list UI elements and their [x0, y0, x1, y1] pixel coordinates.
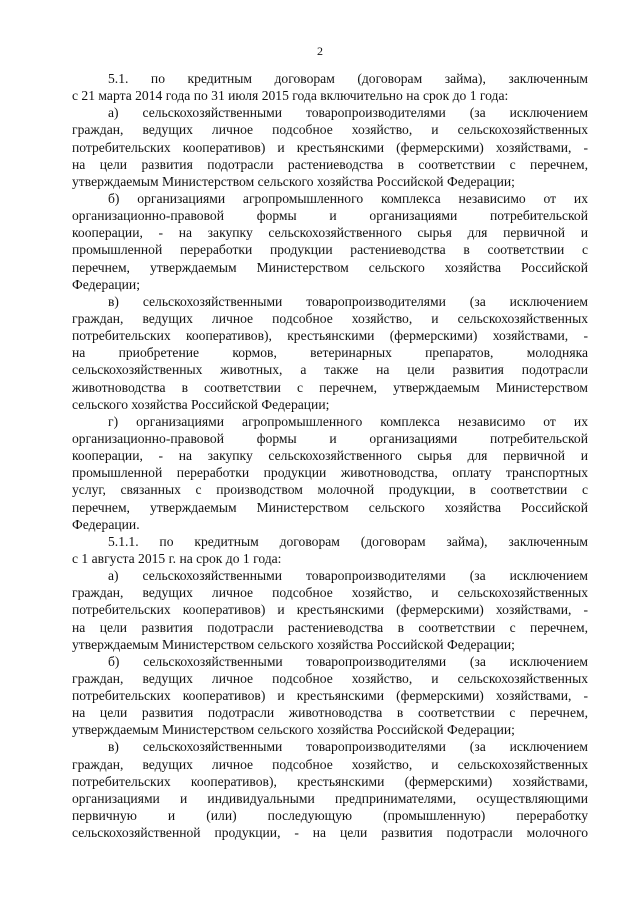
text-line: граждан, ведущих личное подсобное хозяйство, и сельскохозяйственных	[72, 310, 588, 326]
paragraph	[72, 413, 588, 533]
text-line: утверждаемым Министерством сельского хозяйства Российской Федерации;	[72, 173, 515, 189]
text-line: потребительских кооперативов) и крестьянскими (фермерскими) хозяйствами, -	[72, 139, 588, 155]
paragraph	[72, 70, 588, 104]
text-line: в) сельскохозяйственными товаропроизводителями (за исключением	[108, 293, 588, 309]
text-line: с 21 марта 2014 года по 31 июля 2015 года включительно на срок до 1 года:	[72, 88, 509, 104]
text-line: а) сельскохозяйственными товаропроизводителями (за исключением	[108, 568, 588, 584]
text-line: 5.1.1. по кредитным договорам (договорам займа), заключенным	[108, 533, 588, 549]
text-line: организационно-правовой формы и организациями потребительской	[72, 430, 588, 446]
text-line: потребительских кооперативов), крестьянскими (фермерскими) хозяйствами,	[72, 773, 588, 789]
text-line: кооперации, - на закупку сельскохозяйственного сырья для первичной и	[72, 225, 588, 241]
paragraph	[72, 293, 588, 413]
text-line: граждан, ведущих личное подсобное хозяйство, и сельскохозяйственных	[72, 585, 588, 601]
page-number: 2	[317, 44, 323, 58]
paragraph	[72, 533, 588, 567]
text-line: утверждаемым Министерством сельского хозяйства Российской Федерации;	[72, 636, 515, 652]
text-line: услуг, связанных с производством молочной продукции, в соответствии с	[72, 482, 588, 498]
paragraph	[72, 738, 588, 841]
text-line: Федерации.	[72, 516, 140, 532]
text-line: на приобретение кормов, ветеринарных препаратов, молодняка	[72, 345, 588, 361]
text-line: а) сельскохозяйственными товаропроизводителями (за исключением	[108, 105, 588, 121]
text-line: первичную и (или) последующую (промышленную) переработку	[72, 808, 588, 824]
text-line: перечнем, утверждаемым Министерством сельского хозяйства Российской	[72, 259, 588, 275]
text-line: граждан, ведущих личное подсобное хозяйство, и сельскохозяйственных	[72, 756, 588, 772]
text-line: кооперации, - на закупку сельскохозяйственного сырья для первичной и	[72, 448, 588, 464]
text-line: утверждаемым Министерством сельского хозяйства Российской Федерации;	[72, 722, 515, 738]
text-line: потребительских кооперативов) и крестьянскими (фермерскими) хозяйствами, -	[72, 688, 588, 704]
text-line: промышленной переработки продукции животноводства, оплату транспортных	[72, 465, 588, 481]
text-line: г) организациями агропромышленного комплекса независимо от их	[108, 413, 588, 429]
text-line: перечнем, утверждаемым Министерством сельского хозяйства Российской	[72, 499, 588, 515]
text-line: сельскохозяйственных животных, а также на цели развития подотрасли	[72, 362, 588, 378]
text-line: промышленной переработки продукции растениеводства в соответствии с	[72, 242, 588, 258]
text-line: б) организациями агропромышленного комплекса независимо от их	[108, 190, 588, 206]
text-line: организациями и индивидуальными предпринимателями, осуществляющими	[72, 790, 588, 806]
text-line: животноводства в соответствии с перечнем, утверждаемым Министерством	[72, 379, 588, 395]
text-line: сельского хозяйства Российской Федерации;	[72, 396, 330, 412]
text-line: Федерации;	[72, 276, 140, 292]
paragraph	[72, 567, 588, 653]
text-line: на цели развития подотрасли растениеводства в соответствии с перечнем,	[72, 156, 588, 172]
document-body	[72, 70, 588, 841]
text-line: на цели развития подотрасли животноводства в соответствии с перечнем,	[72, 705, 588, 721]
text-line: граждан, ведущих личное подсобное хозяйство, и сельскохозяйственных	[72, 122, 588, 138]
text-line: организационно-правовой формы и организациями потребительской	[72, 208, 588, 224]
text-line: сельскохозяйственной продукции, - на цели развития подотрасли молочного	[72, 825, 588, 841]
text-line: б) сельскохозяйственными товаропроизводителями (за исключением	[108, 653, 588, 669]
text-line: потребительских кооперативов), крестьянскими (фермерскими) хозяйствами, -	[72, 328, 588, 344]
text-line: потребительских кооперативов) и крестьянскими (фермерскими) хозяйствами, -	[72, 602, 588, 618]
text-line: граждан, ведущих личное подсобное хозяйство, и сельскохозяйственных	[72, 670, 588, 686]
paragraph	[72, 190, 588, 293]
paragraph	[72, 104, 588, 190]
text-line: в) сельскохозяйственными товаропроизводителями (за исключением	[108, 739, 588, 755]
text-line: 5.1. по кредитным договорам (договорам займа), заключенным	[108, 71, 588, 86]
paragraph	[72, 653, 588, 739]
text-line: с 1 августа 2015 г. на срок до 1 года:	[72, 550, 282, 566]
text-line: на цели развития подотрасли растениеводства в соответствии с перечнем,	[72, 619, 588, 635]
